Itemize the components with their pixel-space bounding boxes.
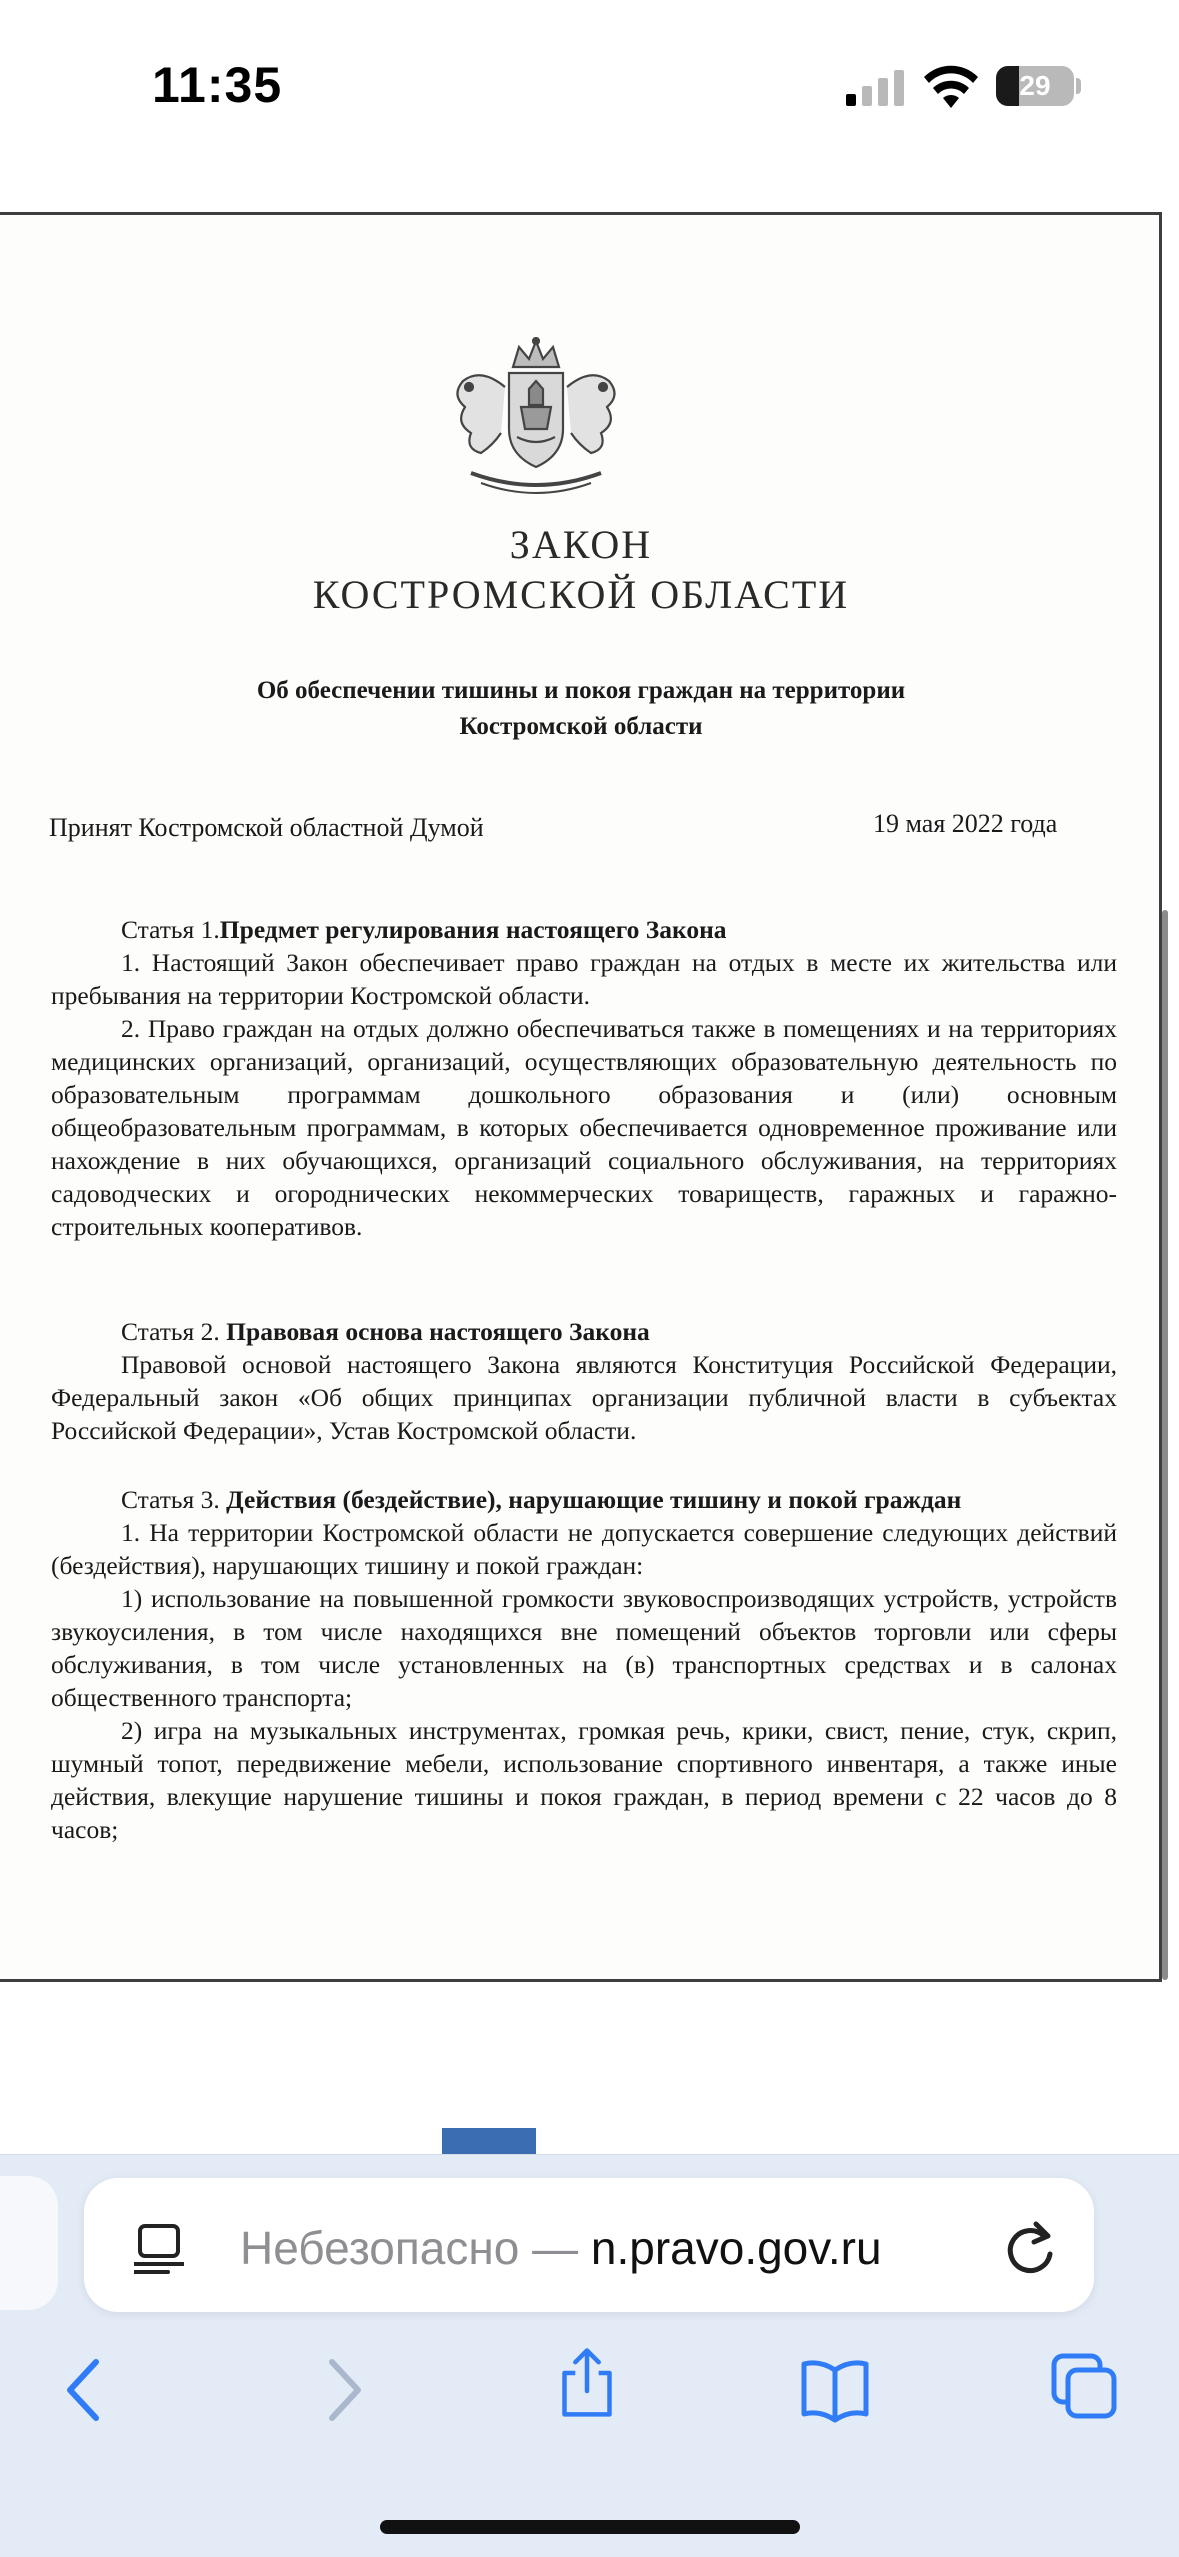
signal-bar-4 [894,70,904,106]
article-3-paragraph-3: 2) игра на музыкальных инструментах, громкая речь, крики, свист, пение, стук, скрип, шумный топот, передвижение мебели, использование спортивного инвентаря, а также иные действия, влекущие нарушение тишины и покоя граждан, в период времени с 22 часов до 8 часов; [51,1716,1117,1844]
address-host: n.pravo.gov.ru [590,2222,882,2274]
reader-mode-icon[interactable] [134,2222,184,2274]
adopted-by: Принят Костромской областной Думой [49,813,484,842]
article-2-paragraph-1: Правовой основой настоящего Закона являются Конституция Российской Федерации, Федеральный закон «Об общих принципах организации публичной власти в субъектах Российской Федерации», Устав Костромской области. [51,1350,1117,1445]
law-subtitle-line1: Об обеспечении тишины и покоя граждан на территории [256,677,906,704]
status-time: 11:35 [152,57,283,113]
law-title: ЗАКОН [509,522,653,567]
article-1-title: Предмет регулирования настоящего Закона [219,915,727,944]
article-3-heading [51,1483,1117,1516]
article-2-label: Статья 2. [121,1317,220,1346]
signal-bar-3 [878,78,888,106]
signal-bar-2 [862,86,872,106]
article-1 [51,913,1117,1243]
article-1-paragraph-1: 1. Настоящий Закон обеспечивает право граждан на отдых в месте их жительства или пребывания на территории Костромской области. [51,948,1117,1010]
bookmarks-icon[interactable] [800,2354,870,2426]
address-url[interactable] [240,2218,980,2278]
tabs-icon[interactable] [1050,2352,1120,2424]
article-3-label: Статья 3. [121,1485,220,1514]
article-3-title: Действия (бездействие), нарушающие тишину и покой граждан [226,1485,962,1514]
article-3-paragraph-2: 1) использование на повышенной громкости звуковоспроизводящих устройств, устройств звукоусиления, в том числе находящихся вне помещений объектов торговли или сферы обслуживания, в том числе установленных на (в) транспортных средствах и в салонах общественного транспорта; [51,1584,1117,1712]
forward-arrow-icon[interactable] [306,2354,376,2426]
article-2-heading [51,1315,1117,1348]
reload-icon[interactable] [1004,2220,1058,2276]
home-indicator[interactable] [380,2520,800,2534]
previous-tab-preview[interactable] [0,2176,58,2310]
scroll-indicator[interactable] [1162,910,1168,1980]
share-icon[interactable] [552,2346,622,2418]
battery-level: 29 [1019,70,1051,101]
coat-of-arms-icon [441,337,631,503]
status-bar [0,0,1179,160]
page-thumbnail[interactable] [442,2128,536,2154]
adopted-date: 19 мая 2022 года [873,809,1058,838]
law-subtitle [147,673,1015,745]
article-1-label: Статья 1. [121,915,220,944]
law-region-title: КОСТРОМСКОЙ ОБЛАСТИ [312,572,850,617]
article-1-paragraph-2: 2. Право граждан на отдых должно обеспечиваться также в помещениях и на территориях медицинских организаций, организаций, осуществляющих образовательную деятельность по образовательным программам дошкольного образования и (или) основным общеобразовательным программам, в которых обеспечивается одновременное проживание или нахождение в них обучающихся, организаций социального обслуживания, на территориях садоводческих и огороднических некоммерческих товариществ, гаражных и гаражно-строительных кооперативов. [51,1014,1117,1241]
article-3 [51,1483,1117,1846]
address-security-label: Небезопасно — [240,2222,591,2274]
battery-nub [1076,78,1081,94]
cellular-signal-icon [846,70,906,106]
article-2 [51,1315,1117,1447]
article-1-heading [51,913,1117,946]
article-3-paragraph-1: 1. На территории Костромской области не допускается совершение следующих действий (бездействия), нарушающих тишину и покой граждан: [51,1518,1117,1580]
battery-icon [996,66,1074,106]
document-page[interactable] [0,212,1162,1982]
back-arrow-icon[interactable] [52,2354,122,2426]
article-2-title: Правовая основа настоящего Закона [226,1317,650,1346]
signal-bar-1 [846,94,856,106]
wifi-icon [924,64,978,108]
law-subtitle-line2: Костромской области [459,713,703,740]
